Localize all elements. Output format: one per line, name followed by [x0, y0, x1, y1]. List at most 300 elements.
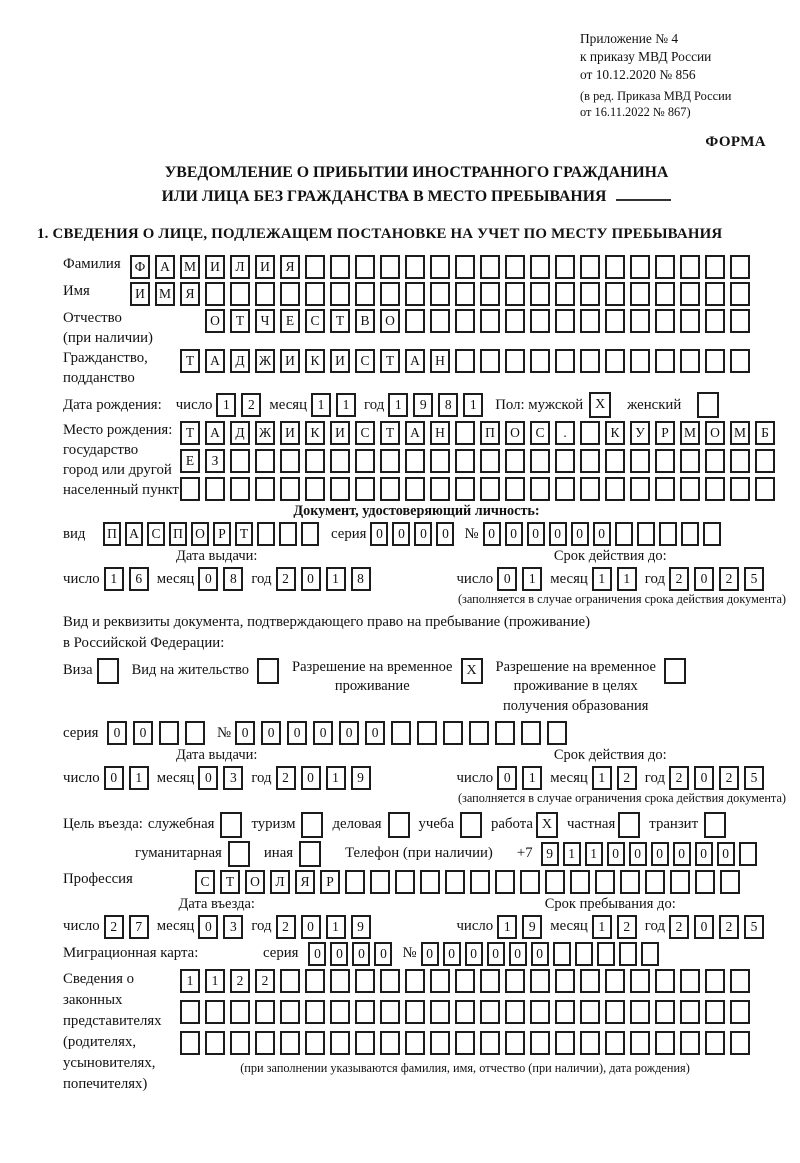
- char-box[interactable]: [380, 282, 400, 306]
- char-box[interactable]: [595, 870, 615, 894]
- official-checkbox[interactable]: [220, 812, 242, 838]
- char-box[interactable]: [530, 309, 550, 333]
- char-box[interactable]: [305, 255, 325, 279]
- char-box[interactable]: С: [355, 421, 375, 445]
- char-box[interactable]: [730, 449, 750, 473]
- char-box[interactable]: [703, 522, 721, 546]
- char-box[interactable]: [255, 1000, 275, 1024]
- char-box[interactable]: [580, 1031, 600, 1055]
- char-box[interactable]: 8: [438, 393, 458, 417]
- char-box[interactable]: 0: [571, 522, 589, 546]
- char-box[interactable]: [705, 969, 725, 993]
- char-box[interactable]: .: [555, 421, 575, 445]
- char-box[interactable]: У: [630, 421, 650, 445]
- char-box[interactable]: 5: [744, 766, 764, 790]
- char-box[interactable]: 2: [719, 567, 739, 591]
- char-box[interactable]: [555, 1000, 575, 1024]
- char-box[interactable]: 1: [592, 915, 612, 939]
- char-box[interactable]: [480, 449, 500, 473]
- char-box[interactable]: [305, 477, 325, 501]
- study-checkbox[interactable]: [460, 812, 482, 838]
- char-box[interactable]: 0: [104, 766, 124, 790]
- char-box[interactable]: 0: [392, 522, 410, 546]
- char-box[interactable]: 9: [351, 766, 371, 790]
- char-box[interactable]: [305, 1031, 325, 1055]
- char-box[interactable]: 0: [198, 915, 218, 939]
- char-box[interactable]: [330, 1000, 350, 1024]
- char-box[interactable]: [305, 969, 325, 993]
- char-box[interactable]: [230, 1031, 250, 1055]
- char-box[interactable]: [430, 1031, 450, 1055]
- char-box[interactable]: [430, 449, 450, 473]
- char-box[interactable]: 1: [617, 567, 637, 591]
- char-box[interactable]: 0: [261, 721, 281, 745]
- char-box[interactable]: [630, 969, 650, 993]
- char-box[interactable]: И: [330, 349, 350, 373]
- char-box[interactable]: 5: [744, 915, 764, 939]
- char-box[interactable]: Р: [213, 522, 231, 546]
- char-box[interactable]: [730, 309, 750, 333]
- char-box[interactable]: [430, 309, 450, 333]
- char-box[interactable]: 1: [326, 915, 346, 939]
- char-box[interactable]: 1: [326, 766, 346, 790]
- char-box[interactable]: [597, 942, 615, 966]
- char-box[interactable]: 0: [339, 721, 359, 745]
- char-box[interactable]: [580, 309, 600, 333]
- char-box[interactable]: 1: [522, 567, 542, 591]
- char-box[interactable]: П: [169, 522, 187, 546]
- char-box[interactable]: [705, 1000, 725, 1024]
- char-box[interactable]: 1: [592, 567, 612, 591]
- char-box[interactable]: [405, 969, 425, 993]
- char-box[interactable]: [605, 255, 625, 279]
- tourism-checkbox[interactable]: [301, 812, 323, 838]
- char-box[interactable]: [469, 721, 489, 745]
- char-box[interactable]: 8: [223, 567, 243, 591]
- char-box[interactable]: [705, 449, 725, 473]
- char-box[interactable]: А: [155, 255, 175, 279]
- char-box[interactable]: [255, 282, 275, 306]
- char-box[interactable]: [655, 1031, 675, 1055]
- char-box[interactable]: [455, 309, 475, 333]
- char-box[interactable]: [405, 477, 425, 501]
- char-box[interactable]: [720, 870, 740, 894]
- char-box[interactable]: [420, 870, 440, 894]
- char-box[interactable]: [180, 1000, 200, 1024]
- char-box[interactable]: [159, 721, 179, 745]
- char-box[interactable]: 0: [531, 942, 549, 966]
- char-box[interactable]: [530, 1031, 550, 1055]
- char-box[interactable]: [505, 477, 525, 501]
- char-box[interactable]: 9: [351, 915, 371, 939]
- char-box[interactable]: О: [205, 309, 225, 333]
- char-box[interactable]: 2: [669, 915, 689, 939]
- char-box[interactable]: [417, 721, 437, 745]
- char-box[interactable]: [630, 1031, 650, 1055]
- char-box[interactable]: [680, 282, 700, 306]
- char-box[interactable]: [355, 255, 375, 279]
- char-box[interactable]: Я: [280, 255, 300, 279]
- char-box[interactable]: [555, 1031, 575, 1055]
- char-box[interactable]: [430, 969, 450, 993]
- char-box[interactable]: 0: [198, 567, 218, 591]
- char-box[interactable]: [555, 255, 575, 279]
- char-box[interactable]: [430, 477, 450, 501]
- char-box[interactable]: М: [180, 255, 200, 279]
- char-box[interactable]: 3: [223, 915, 243, 939]
- char-box[interactable]: [680, 349, 700, 373]
- char-box[interactable]: Н: [430, 421, 450, 445]
- char-box[interactable]: [430, 1000, 450, 1024]
- char-box[interactable]: [705, 282, 725, 306]
- char-box[interactable]: [355, 969, 375, 993]
- char-box[interactable]: [580, 349, 600, 373]
- char-box[interactable]: [280, 1031, 300, 1055]
- char-box[interactable]: 7: [129, 915, 149, 939]
- char-box[interactable]: 0: [414, 522, 432, 546]
- char-box[interactable]: [455, 1000, 475, 1024]
- char-box[interactable]: [470, 870, 490, 894]
- char-box[interactable]: 0: [593, 522, 611, 546]
- char-box[interactable]: [495, 721, 515, 745]
- char-box[interactable]: [480, 1031, 500, 1055]
- char-box[interactable]: [545, 870, 565, 894]
- char-box[interactable]: Д: [230, 349, 250, 373]
- char-box[interactable]: Я: [180, 282, 200, 306]
- char-box[interactable]: 1: [463, 393, 483, 417]
- char-box[interactable]: [280, 449, 300, 473]
- char-box[interactable]: 1: [388, 393, 408, 417]
- char-box[interactable]: [555, 477, 575, 501]
- char-box[interactable]: Т: [230, 309, 250, 333]
- char-box[interactable]: 1: [522, 766, 542, 790]
- char-box[interactable]: А: [205, 421, 225, 445]
- char-box[interactable]: [355, 1031, 375, 1055]
- char-box[interactable]: 0: [374, 942, 392, 966]
- char-box[interactable]: [655, 349, 675, 373]
- char-box[interactable]: О: [705, 421, 725, 445]
- char-box[interactable]: О: [505, 421, 525, 445]
- private-checkbox[interactable]: [618, 812, 640, 838]
- char-box[interactable]: [405, 1000, 425, 1024]
- char-box[interactable]: [280, 282, 300, 306]
- char-box[interactable]: 1: [585, 842, 603, 866]
- char-box[interactable]: [345, 870, 365, 894]
- char-box[interactable]: К: [305, 421, 325, 445]
- char-box[interactable]: 0: [107, 721, 127, 745]
- char-box[interactable]: [205, 1031, 225, 1055]
- char-box[interactable]: [619, 942, 637, 966]
- char-box[interactable]: [655, 309, 675, 333]
- business-checkbox[interactable]: [388, 812, 410, 838]
- char-box[interactable]: [330, 969, 350, 993]
- char-box[interactable]: С: [355, 349, 375, 373]
- char-box[interactable]: [455, 282, 475, 306]
- char-box[interactable]: 0: [313, 721, 333, 745]
- char-box[interactable]: [355, 1000, 375, 1024]
- char-box[interactable]: [380, 449, 400, 473]
- char-box[interactable]: [180, 1031, 200, 1055]
- char-box[interactable]: 0: [497, 567, 517, 591]
- char-box[interactable]: [580, 255, 600, 279]
- char-box[interactable]: П: [480, 421, 500, 445]
- char-box[interactable]: 1: [497, 915, 517, 939]
- char-box[interactable]: [391, 721, 411, 745]
- char-box[interactable]: [455, 349, 475, 373]
- char-box[interactable]: [430, 282, 450, 306]
- char-box[interactable]: [570, 870, 590, 894]
- char-box[interactable]: [257, 522, 275, 546]
- char-box[interactable]: [480, 255, 500, 279]
- char-box[interactable]: [637, 522, 655, 546]
- char-box[interactable]: [355, 282, 375, 306]
- char-box[interactable]: [480, 477, 500, 501]
- char-box[interactable]: 1: [592, 766, 612, 790]
- char-box[interactable]: А: [205, 349, 225, 373]
- char-box[interactable]: [505, 1000, 525, 1024]
- char-box[interactable]: [380, 255, 400, 279]
- char-box[interactable]: О: [245, 870, 265, 894]
- char-box[interactable]: [575, 942, 593, 966]
- char-box[interactable]: 0: [527, 522, 545, 546]
- char-box[interactable]: 1: [563, 842, 581, 866]
- char-box[interactable]: 1: [205, 969, 225, 993]
- char-box[interactable]: М: [680, 421, 700, 445]
- char-box[interactable]: 2: [276, 766, 296, 790]
- sex-female-checkbox[interactable]: [697, 392, 719, 418]
- char-box[interactable]: 0: [330, 942, 348, 966]
- char-box[interactable]: 0: [509, 942, 527, 966]
- char-box[interactable]: [520, 870, 540, 894]
- char-box[interactable]: [547, 721, 567, 745]
- char-box[interactable]: 0: [133, 721, 153, 745]
- char-box[interactable]: 0: [301, 766, 321, 790]
- char-box[interactable]: [305, 282, 325, 306]
- char-box[interactable]: Д: [230, 421, 250, 445]
- char-box[interactable]: [305, 449, 325, 473]
- char-box[interactable]: [355, 477, 375, 501]
- char-box[interactable]: 5: [744, 567, 764, 591]
- char-box[interactable]: [605, 477, 625, 501]
- char-box[interactable]: [480, 309, 500, 333]
- char-box[interactable]: [530, 449, 550, 473]
- char-box[interactable]: [505, 255, 525, 279]
- char-box[interactable]: 0: [421, 942, 439, 966]
- char-box[interactable]: 0: [370, 522, 388, 546]
- char-box[interactable]: 8: [351, 567, 371, 591]
- char-box[interactable]: [355, 449, 375, 473]
- other-checkbox[interactable]: [299, 841, 321, 867]
- char-box[interactable]: [255, 449, 275, 473]
- char-box[interactable]: 1: [104, 567, 124, 591]
- char-box[interactable]: З: [205, 449, 225, 473]
- char-box[interactable]: [530, 255, 550, 279]
- char-box[interactable]: 0: [505, 522, 523, 546]
- char-box[interactable]: 9: [541, 842, 559, 866]
- char-box[interactable]: [580, 969, 600, 993]
- char-box[interactable]: [455, 421, 475, 445]
- char-box[interactable]: [395, 870, 415, 894]
- char-box[interactable]: [230, 449, 250, 473]
- char-box[interactable]: 2: [230, 969, 250, 993]
- char-box[interactable]: 2: [617, 915, 637, 939]
- char-box[interactable]: [630, 349, 650, 373]
- char-box[interactable]: 0: [352, 942, 370, 966]
- char-box[interactable]: [405, 255, 425, 279]
- char-box[interactable]: [455, 449, 475, 473]
- char-box[interactable]: 0: [695, 842, 713, 866]
- char-box[interactable]: [680, 449, 700, 473]
- char-box[interactable]: [730, 349, 750, 373]
- char-box[interactable]: [255, 477, 275, 501]
- char-box[interactable]: [530, 969, 550, 993]
- char-box[interactable]: [230, 1000, 250, 1024]
- char-box[interactable]: [645, 870, 665, 894]
- char-box[interactable]: [430, 255, 450, 279]
- char-box[interactable]: [185, 721, 205, 745]
- char-box[interactable]: В: [355, 309, 375, 333]
- char-box[interactable]: [455, 969, 475, 993]
- char-box[interactable]: А: [405, 349, 425, 373]
- char-box[interactable]: 2: [617, 766, 637, 790]
- char-box[interactable]: [605, 282, 625, 306]
- char-box[interactable]: [655, 282, 675, 306]
- char-box[interactable]: С: [195, 870, 215, 894]
- char-box[interactable]: [630, 1000, 650, 1024]
- char-box[interactable]: [605, 1031, 625, 1055]
- char-box[interactable]: С: [305, 309, 325, 333]
- char-box[interactable]: [330, 477, 350, 501]
- char-box[interactable]: [620, 870, 640, 894]
- char-box[interactable]: [655, 1000, 675, 1024]
- char-box[interactable]: 0: [651, 842, 669, 866]
- char-box[interactable]: [380, 477, 400, 501]
- char-box[interactable]: [580, 1000, 600, 1024]
- char-box[interactable]: 0: [673, 842, 691, 866]
- char-box[interactable]: И: [130, 282, 150, 306]
- char-box[interactable]: [405, 449, 425, 473]
- char-box[interactable]: [480, 282, 500, 306]
- char-box[interactable]: [505, 309, 525, 333]
- char-box[interactable]: [730, 282, 750, 306]
- humanitarian-checkbox[interactable]: [228, 841, 250, 867]
- char-box[interactable]: 2: [669, 766, 689, 790]
- char-box[interactable]: [580, 449, 600, 473]
- char-box[interactable]: 0: [549, 522, 567, 546]
- char-box[interactable]: [480, 969, 500, 993]
- char-box[interactable]: [530, 1000, 550, 1024]
- char-box[interactable]: [659, 522, 677, 546]
- char-box[interactable]: 1: [311, 393, 331, 417]
- char-box[interactable]: [641, 942, 659, 966]
- residence-permit-checkbox[interactable]: [257, 658, 279, 684]
- char-box[interactable]: 2: [276, 567, 296, 591]
- char-box[interactable]: И: [255, 255, 275, 279]
- char-box[interactable]: [705, 349, 725, 373]
- char-box[interactable]: 0: [308, 942, 326, 966]
- char-box[interactable]: [205, 1000, 225, 1024]
- sex-male-checkbox[interactable]: X: [589, 392, 611, 418]
- temp-residence-checkbox[interactable]: X: [461, 658, 483, 684]
- char-box[interactable]: [555, 282, 575, 306]
- char-box[interactable]: [530, 282, 550, 306]
- char-box[interactable]: О: [191, 522, 209, 546]
- char-box[interactable]: [330, 449, 350, 473]
- char-box[interactable]: [680, 477, 700, 501]
- char-box[interactable]: 0: [717, 842, 735, 866]
- char-box[interactable]: 0: [607, 842, 625, 866]
- char-box[interactable]: [280, 1000, 300, 1024]
- char-box[interactable]: К: [305, 349, 325, 373]
- char-box[interactable]: Н: [430, 349, 450, 373]
- char-box[interactable]: А: [405, 421, 425, 445]
- char-box[interactable]: Т: [220, 870, 240, 894]
- char-box[interactable]: [380, 1031, 400, 1055]
- char-box[interactable]: И: [330, 421, 350, 445]
- char-box[interactable]: Е: [280, 309, 300, 333]
- char-box[interactable]: [505, 282, 525, 306]
- work-checkbox[interactable]: X: [536, 812, 558, 838]
- char-box[interactable]: Т: [330, 309, 350, 333]
- char-box[interactable]: [330, 255, 350, 279]
- char-box[interactable]: [730, 255, 750, 279]
- char-box[interactable]: [655, 255, 675, 279]
- char-box[interactable]: 1: [216, 393, 236, 417]
- char-box[interactable]: [580, 477, 600, 501]
- char-box[interactable]: 0: [465, 942, 483, 966]
- char-box[interactable]: Е: [180, 449, 200, 473]
- char-box[interactable]: [280, 969, 300, 993]
- char-box[interactable]: 1: [336, 393, 356, 417]
- char-box[interactable]: [555, 449, 575, 473]
- char-box[interactable]: [580, 421, 600, 445]
- char-box[interactable]: [605, 349, 625, 373]
- char-box[interactable]: [205, 477, 225, 501]
- char-box[interactable]: [655, 969, 675, 993]
- char-box[interactable]: [755, 449, 775, 473]
- char-box[interactable]: [230, 282, 250, 306]
- char-box[interactable]: [680, 309, 700, 333]
- char-box[interactable]: [695, 870, 715, 894]
- char-box[interactable]: 1: [129, 766, 149, 790]
- char-box[interactable]: [255, 1031, 275, 1055]
- char-box[interactable]: О: [380, 309, 400, 333]
- char-box[interactable]: 2: [719, 915, 739, 939]
- char-box[interactable]: [405, 309, 425, 333]
- char-box[interactable]: [670, 870, 690, 894]
- char-box[interactable]: 2: [255, 969, 275, 993]
- char-box[interactable]: [330, 1031, 350, 1055]
- char-box[interactable]: [505, 349, 525, 373]
- char-box[interactable]: [630, 309, 650, 333]
- char-box[interactable]: [730, 1000, 750, 1024]
- char-box[interactable]: [680, 1000, 700, 1024]
- char-box[interactable]: [305, 1000, 325, 1024]
- char-box[interactable]: 2: [669, 567, 689, 591]
- char-box[interactable]: [553, 942, 571, 966]
- char-box[interactable]: 1: [326, 567, 346, 591]
- char-box[interactable]: Ч: [255, 309, 275, 333]
- char-box[interactable]: [605, 969, 625, 993]
- visa-checkbox[interactable]: [97, 658, 119, 684]
- char-box[interactable]: 9: [413, 393, 433, 417]
- char-box[interactable]: 0: [497, 766, 517, 790]
- char-box[interactable]: 6: [129, 567, 149, 591]
- char-box[interactable]: Т: [180, 421, 200, 445]
- char-box[interactable]: 0: [436, 522, 454, 546]
- char-box[interactable]: 0: [629, 842, 647, 866]
- char-box[interactable]: [495, 870, 515, 894]
